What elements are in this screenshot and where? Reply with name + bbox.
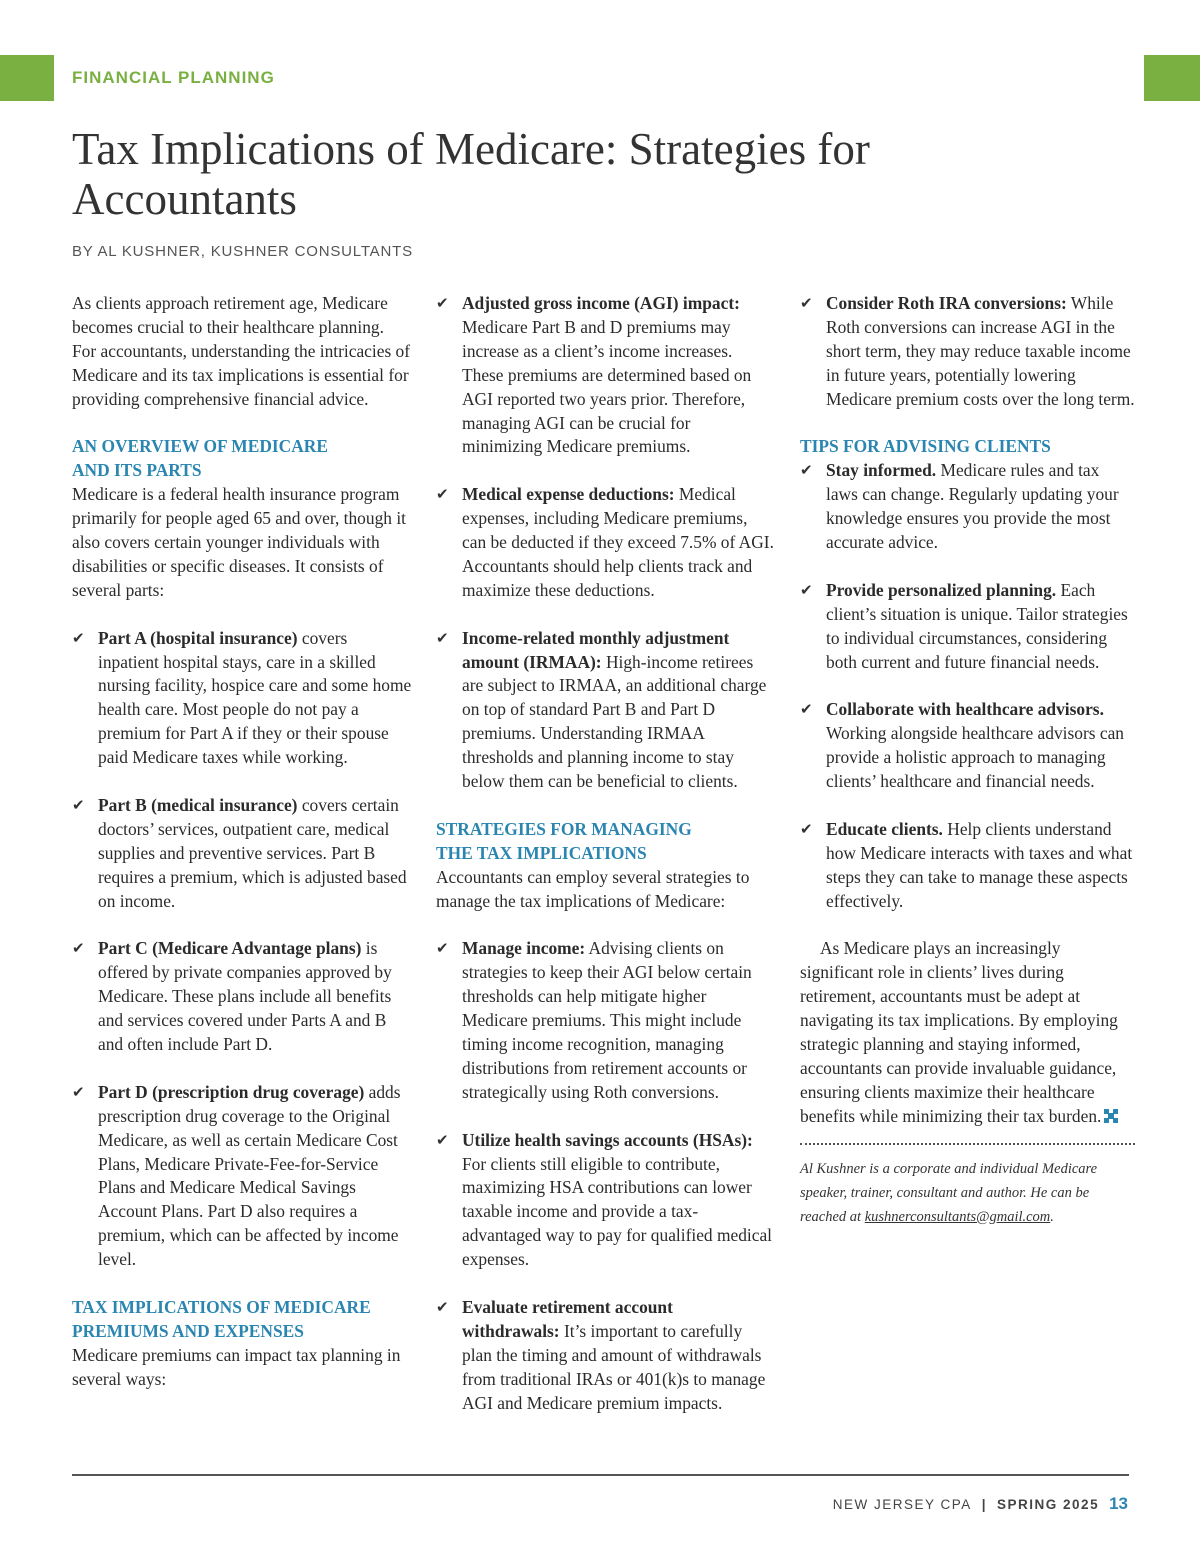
section-color-tab-left [0,55,54,101]
checkmark-icon: ✔ [436,1130,449,1149]
tax-implications-heading: TAX IMPLICATIONS OF MEDICARE PREMIUMS AND EXPENSES [72,1296,371,1341]
list-item: ✔ Manage income: Advising clients on strategies to keep their AGI below certain thresholds can help mitigate higher Medicare premiums. This might include timing income recognition, managing distributions from retirement accounts or strategically using Roth conversions. [436,938,752,1102]
list-item: ✔ Provide personalized planning. Each client’s situation is unique. Tailor strategies to individual circumstances, considering both current and future financial needs. [800,579,1128,672]
issue-date: SPRING 2025 [997,1497,1100,1512]
list-item: ✔ Medical expense deductions: Medical expenses, including Medicare premiums, can be deducted if they exceed 7.5% of AGI. Accountants should help clients track and maximize these deductions. [436,484,774,600]
checkmark-icon: ✔ [800,819,813,838]
publication-name: NEW JERSEY CPA [832,1497,972,1512]
column-3 [800,292,1135,1229]
checkmark-icon: ✔ [800,580,813,599]
list-item: ✔ Part A (hospital insurance) covers inpatient hospital stays, care in a skilled nursing facility, hospice care and some home health care. Most people do not pay a premium for Part A if they or their spouse paid Medicare taxes while working. [72,627,412,768]
checkmark-icon: ✔ [800,700,813,719]
footer-rule [72,1474,1129,1476]
list-item: ✔ Evaluate retirement account withdrawals: It’s important to carefully plan the timing and amount of withdrawals from traditional IRAs or 401(k)s to manage AGI and Medicare premium impacts. [436,1296,766,1413]
footer [833,1494,1128,1514]
intro-paragraph: As clients approach retirement age, Medicare becomes crucial to their healthcare planning. For accountants, understanding the intricacies of Medicare and its tax implications is essential for providing comprehensive financial advice. [72,293,411,409]
overview-paragraph: Medicare is a federal health insurance program primarily for people aged 65 and over, though it also covers certain younger individuals with disabilities or specific diseases. It consists of several parts: [72,484,406,600]
list-item: ✔ Adjusted gross income (AGI) impact: Medicare Part B and D premiums may increase as a client’s income increases. These premiums are determined based on AGI reported two years prior. Therefore, managing AGI can be crucial for minimizing Medicare premiums. [436,293,752,457]
checkmark-icon: ✔ [72,628,85,647]
list-item: ✔ Part C (Medicare Advantage plans) is offered by private companies approved by Medicare. These plans include all benefits and services covered under Parts A and B and often include Part D. [72,938,392,1055]
strategies-heading: STRATEGIES FOR MANAGING THE TAX IMPLICATIONS [436,818,692,863]
page-number: 13 [1109,1494,1128,1513]
end-mark-icon [1104,1109,1118,1123]
divider [800,1143,1135,1145]
checkmark-icon: ✔ [436,628,449,647]
list-item: ✔ Utilize health savings accounts (HSAs): For clients still eligible to contribute, maximizing HSA contributions can lower taxable income and provide a tax-advantaged way to pay for qualified medical expenses. [436,1129,773,1270]
checkmark-icon: ✔ [436,485,449,504]
overview-heading: AN OVERVIEW OF MEDICARE AND ITS PARTS [72,436,328,481]
checkmark-icon: ✔ [72,939,85,958]
list-item: ✔ Consider Roth IRA conversions: While Roth conversions can increase AGI in the short term, they may reduce taxable income in future years, potentially lowering Medicare premium costs over the long term. [800,293,1135,409]
checkmark-icon: ✔ [800,461,813,480]
checkmark-icon: ✔ [72,795,85,814]
list-item: ✔ Educate clients. Help clients understand how Medicare interacts with taxes and what steps they can take to manage these aspects effectively. [800,818,1133,911]
section-label: FINANCIAL PLANNING [72,68,275,87]
list-item: ✔ Stay informed. Medicare rules and tax laws can change. Regularly updating your knowledge ensures you provide the most accurate advice. [800,460,1119,553]
checkmark-icon: ✔ [72,1082,85,1101]
column-2 [436,292,774,1439]
article-title: Tax Implications of Medicare: Strategies for Accountants [72,124,870,224]
checkmark-icon: ✔ [436,294,449,312]
column-1 [72,292,412,1415]
footer-separator: | [981,1497,988,1512]
strategies-paragraph: Accountants can employ several strategies to manage the tax implications of Medicare: [436,866,750,911]
author-email-link[interactable]: kushnerconsultants@gmail.com [864,1208,1051,1225]
list-item: ✔ Collaborate with healthcare advisors. Working alongside healthcare advisors can provide a holistic approach to managing clients’ healthcare and financial needs. [800,699,1125,792]
checkmark-icon: ✔ [800,294,813,312]
list-item: ✔ Part D (prescription drug coverage) adds prescription drug coverage to the Original Medicare, as well as certain Medicare Cost Plans, Medicare Private-Fee-for-Service Plans and Medicare Medical Savings Account Plans. Part D also requires a premium, which can be affected by income level. [72,1081,401,1270]
tips-heading: TIPS FOR ADVISING CLIENTS [800,436,1051,457]
checkmark-icon: ✔ [436,939,449,958]
author-bio: Al Kushner is a corporate and individual Medicare speaker, trainer, consultant and author. He can be reached at kushnerconsultants@gmail.com. [800,1160,1098,1225]
section-color-tab-right [1144,55,1200,101]
list-item: ✔ Part B (medical insurance) covers certain doctors’ services, outpatient care, medical supplies and preventive services. Part B requires a premium, which is adjusted based on income. [72,794,407,911]
checkmark-icon: ✔ [436,1297,449,1316]
list-item: ✔ Income-related monthly adjustment amount (IRMAA): High-income retirees are subject to IRMAA, an additional charge on top of standard Part B and Part D premiums. Understanding IRMAA thresholds and planning income to stay below them can be beneficial to clients. [436,627,767,792]
conclusion-paragraph: As Medicare plays an increasingly significant role in clients’ lives during retirement, accountants must be adept at navigating its tax implications. By employing strategic planning and staying informed, accountants can provide invaluable guidance, ensuring clients maximize their healthcare benefits while minimizing their tax burden. [800,938,1118,1126]
byline: BY AL KUSHNER, KUSHNER CONSULTANTS [72,243,413,260]
tax-implications-paragraph: Medicare premiums can impact tax planning in several ways: [72,1344,401,1389]
